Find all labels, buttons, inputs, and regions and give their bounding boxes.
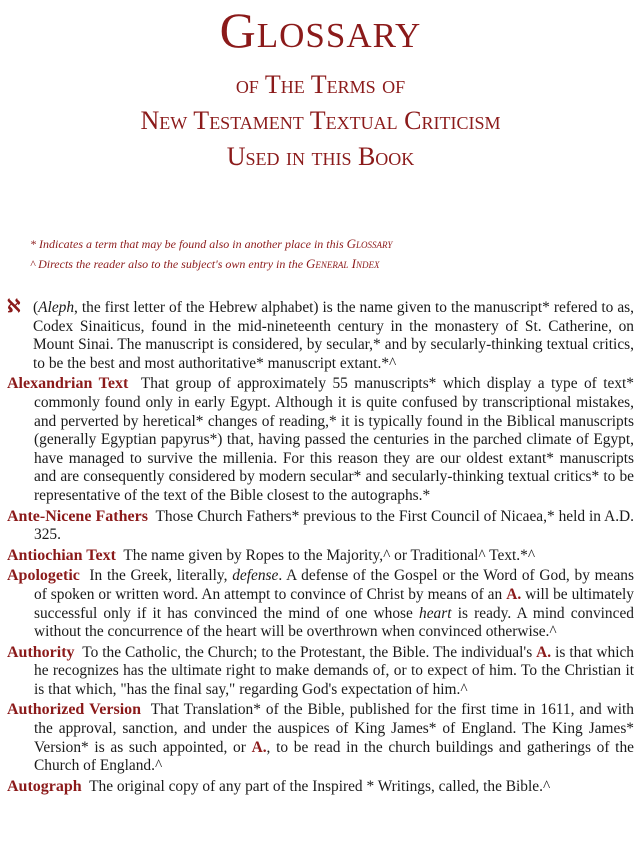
definition-apologetic-text-2: . A defense of the Gospel or the Word of God, by means of spoken or written word. An attempt to convince of Christ by means of an [34,567,634,603]
page-title: Glossary [219,2,422,58]
subtitle-line-3: Used in this Book [226,142,415,171]
definition-authority-text: To the Catholic, the Church; to the Protestant, the Bible. The individual's [82,643,537,661]
term-authorized-version: Authorized Version [7,701,142,719]
caret-note-text: ^ Directs the reader also to the subject's own entry in the [30,257,307,271]
entry-authorized-version [7,701,634,775]
definition-apologetic-italic-2: heart [419,604,452,622]
subtitle-line-1: of The Terms of [235,70,406,99]
term-apologetic: Apologetic [7,567,80,585]
definition-authority-text-2: is that which he recognizes has the ultimate right to make demands of, or to expect of him. To the Christian it is that which, "has the final say," regarding God's expectation of him.^ [34,643,635,698]
entry-autograph [7,778,634,797]
glossary-entries [7,297,634,798]
definition-ante-nicene-fathers: Those Church Fathers* previous to the First Council of Nicaea,* held in A.D. 325. [34,507,634,544]
term-alexandrian-text: Alexandrian Text [7,375,129,393]
entry-aleph [7,297,634,373]
entry-antiochian-text [7,547,634,566]
definition-apologetic-italic: defense [232,567,279,585]
asterisk-note [30,234,630,254]
definition-alexandrian-text: That group of approximately 55 manuscripts* which display a type of text* commonly found only in early Egypt. Although it is quite confused by transcriptional mistakes, and perverted by heretical* changes of reading,* it is typically found in the Biblical manuscripts (generally Egyptian papyrus*) that, having passed the centuries in the parched climate of Egypt, have managed to survive the millenia. For this reason they are our oldest extant* manuscripts and are consequently considered by modern secular* and secularly-thinking textual critics* to be representative of the text of the Bible closest to the autographs.* [34,375,635,504]
entry-apologetic [7,567,634,641]
definition-apologetic-text-4: is ready. A mind convinced without the concurrence of the heart will be overthrown when convinced otherwise.^ [34,604,634,641]
definition-autograph: The original copy of any part of the Inspired * Writings, called, the Bible.^ [89,777,551,795]
entry-aleph-italic: Aleph [38,299,75,316]
aleph-glyph: ℵ [7,296,21,316]
definition-authority-abbrev: A. [536,643,552,661]
definition-antiochian-text: The name given by Ropes to the Majority,^ or Traditional^ Text.*^ [123,546,536,564]
definition-authorized-version-abbrev: A. [251,738,267,756]
definition-apologetic-text: In the Greek, literally, [89,567,233,585]
asterisk-note-ref: Glossary [346,236,393,251]
definition-authorized-version-text-2: , to be read in the church buildings and gatherings of the Church of England.^ [34,738,634,775]
term-autograph: Autograph [7,777,82,795]
term-ante-nicene-fathers: Ante-Nicene Fathers [7,507,148,525]
caret-note-ref: General Index [306,256,380,271]
entry-aleph-text-2: , the first letter of the Hebrew alphabet) is the name given to the manuscript* refered to as, Codex Sinaiticus, found in the mid-nineteenth century in the monastery of St. Catherine, on Mount Sinai. The manuscript is considered, by secular,* and by secularly-thinking textual critics, to be the best and most authoritative* manuscript extant.*^ [33,299,634,372]
notation-key [30,234,630,274]
definition-apologetic-abbrev: A. [506,585,522,603]
definition-authorized-version-text: That Translation* of the Bible, published for the first time in 1611, and with the approval, sanction, and under the auspices of King James* of England. The King James* Version* is as such appointed, or [34,701,634,756]
caret-note [30,254,630,274]
entry-authority [7,644,634,700]
entry-aleph-text: ( [33,299,39,316]
definition-apologetic-text-3: will be ultimately successful only if it has convinced the mind of one whose [34,585,634,622]
subtitle-line-2: New Testament Textual Criticism [140,106,501,135]
term-authority: Authority [7,643,75,661]
asterisk-note-text: * Indicates a term that may be found also in another place in this [30,237,347,251]
term-antiochian-text: Antiochian Text [7,546,116,564]
entry-ante-nicene-fathers [7,508,634,545]
entry-alexandrian-text [7,375,634,505]
